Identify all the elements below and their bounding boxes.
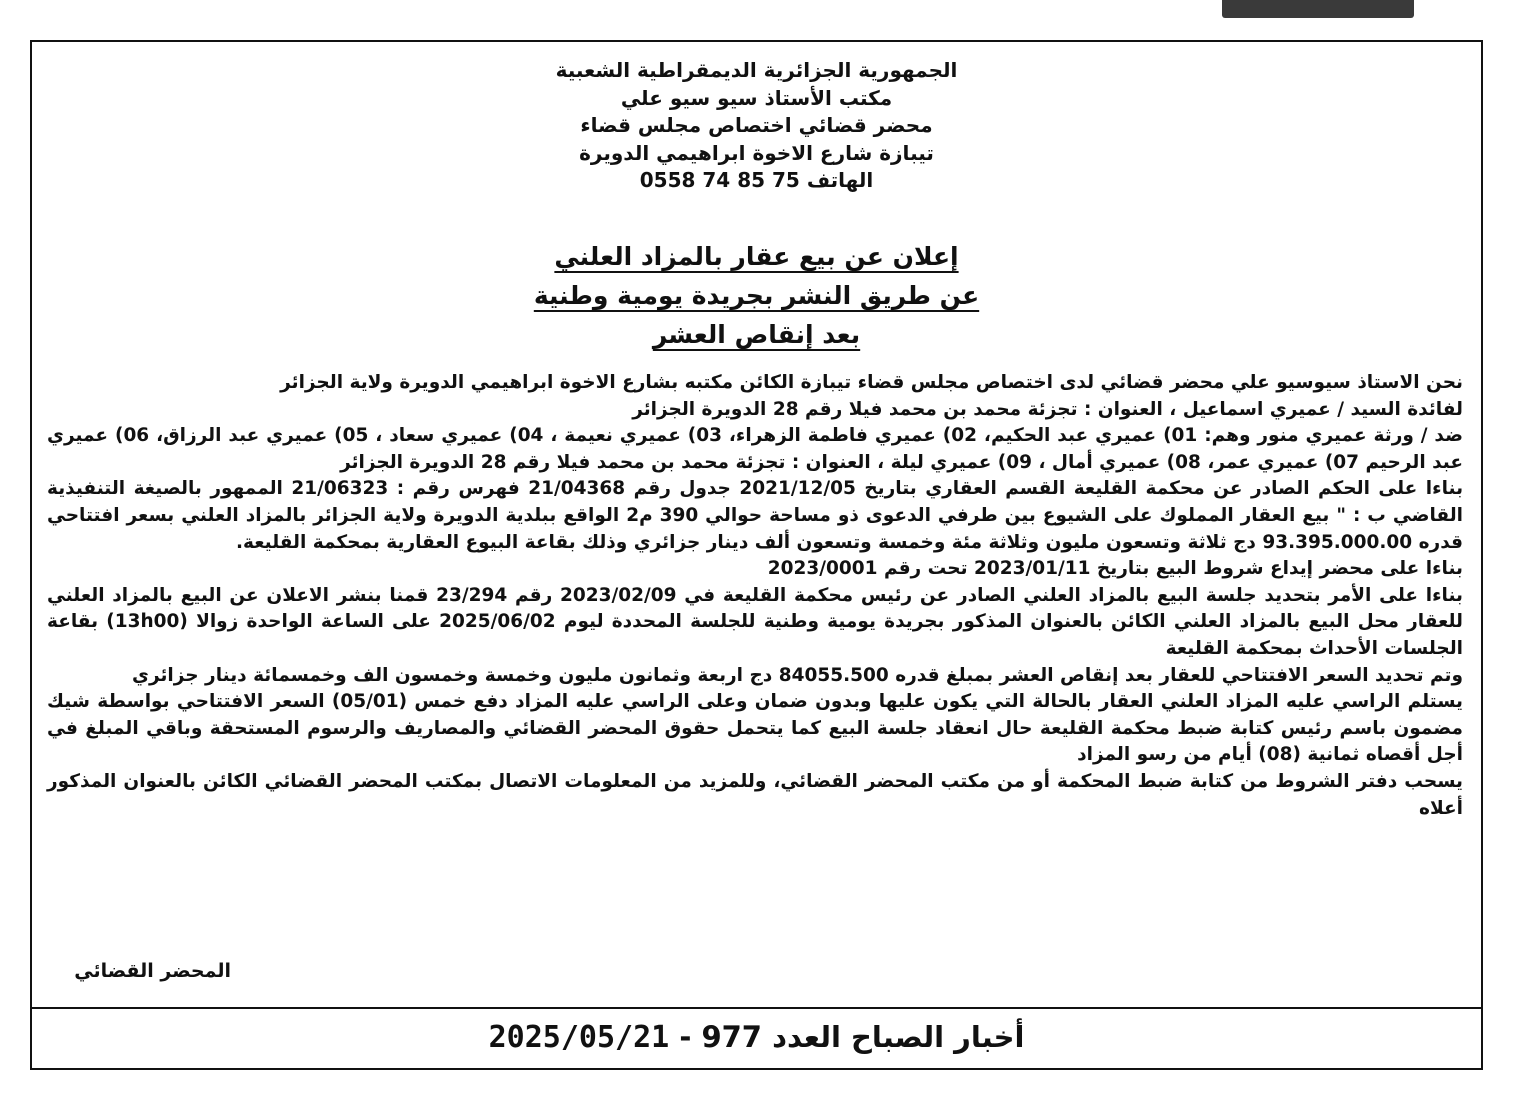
paragraph-opening-price: وتم تحديد السعر الافتتاحي للعقار بعد إنقاص العشر بمبلغ قدره 84055.500 دج اربعة وثمانون مليون وخمسة وخمسون الف وخمسمائة دينار جزائري [132,664,1463,686]
title-line-3: بعد إنقاص العشر [652,320,861,349]
paragraph-contact: يسحب دفتر الشروط من كتابة ضبط المحكمة أو من مكتب المحضر القضائي، وللمزيد من المعلومات الاتصال بمكتب المحضر القضائي الكائن بالعنوان المذكور أعلاه [47,770,1463,819]
title-line-2: عن طريق النشر بجريدة يومية وطنية [533,281,980,310]
paragraph-defendants: ضد / ورثة عميري منور وهم: 01) عميري عبد الحكيم، 02) عميري فاطمة الزهراء، 03) عميري نعيمة ، 04) عميري سعاد ، 05) عميري عبد الرزاق، 06) عميري عبد الرحيم 07) عميري عمر، 08) عميري أمال ، 09) عميري ليلة ، العنوان : تجزئة محمد بن محمد فيلا رقم 28 الدويرة الجزائر [47,425,1463,473]
paragraph-bailiff: نحن الاستاذ سيوسيو علي محضر قضائي لدى اختصاص مجلس قضاء تيبازة الكائن مكتبه بشارع الاخوة ابراهيمي الدويرة ولاية الجزائر [280,372,1463,393]
paragraph-payment-terms: يستلم الراسي عليه المزاد العلني العقار بالحالة التي يكون عليها وبدون ضمان وعلى الراسي عليه المزاد دفع خمس (05/01) السعر الافتتاحي بواسطة شيك مضمون باسم رئيس كتابة ضبط محكمة القليعة حال انعقاد جلسة البيع كما يتحمل حقوق المحضر القضائي والمصاريف والرسوم المستحقة وباقي المبلغ في أجل أقصاه ثمانية (08) أيام من رسو المزاد [47,691,1463,766]
address-line: تيبازة شارع الاخوة ابراهيمي الدويرة [579,140,934,165]
jurisdiction-line: محضر قضائي اختصاص مجلس قضاء [580,113,933,137]
notice-title [32,237,1481,354]
publication-date: 2025/05/21 [488,1020,670,1055]
notice-frame [30,40,1483,1070]
top-tab [1222,0,1414,18]
paragraph-beneficiary: لفائدة السيد / عميري اسماعيل ، العنوان : تجزئة محمد بن محمد فيلا رقم 28 الدويرة الجزائر [632,398,1463,420]
publication-footer [32,1017,1481,1058]
phone-line: الهاتف 75 85 74 0558 [639,168,874,192]
paragraph-session-order: بناءا على الأمر بتحديد جلسة البيع بالمزاد العلني الصادر عن رئيس محكمة القليعة في 2023/02/09 رقم 23/294 قمنا بنشر الاعلان عن البيع بالمزاد العلني للعقار محل البيع بالمزاد العلني الكائن بالعنوان المذكور بجريدة يومية وطنية للجلسة المحددة ليوم 2025/06/02 على الساعة الواحدة زوالا (13h00) بقاعة الجلسات الأحداث بمحكمة القليعة [47,584,1464,659]
notice-body [47,370,1463,822]
republic-line: الجمهورية الجزائرية الديمقراطية الشعبية [555,58,958,82]
publication-name: أخبار الصباح العدد 977 - [679,1020,1025,1054]
office-header [32,57,1481,195]
paragraph-judgment: بناءا على الحكم الصادر عن محكمة القليعة القسم العقاري بتاريخ 2021/12/05 جدول رقم 21/04368 فهرس رقم : 21/06323 الممهور بالصيغة التنفيذية القاضي ب : " بيع العقار المملوك على الشيوع بين طرفي الدعوى ذو مساحة حوالي 390 م2 الواقع ببلدية الدويرة ولاية الجزائر بالمزاد العلني بسعر افتتاحي قدره 93.395.000.00 دج ثلاثة وتسعون مليون وثلاثة مئة وخمسة وتسعون ألف دينار جزائري وذلك بقاعة البيوع العقارية بمحكمة القليعة. [47,478,1464,553]
footer-divider [32,1007,1481,1009]
signature: المحضر القضائي [74,960,231,982]
title-line-1: إعلان عن بيع عقار بالمزاد العلني [554,242,959,271]
paragraph-conditions-deposit: بناءا على محضر إيداع شروط البيع بتاريخ 2023/01/11 تحت رقم 2023/0001 [767,558,1463,580]
office-line: مكتب الأستاذ سيو سيو علي [620,85,893,110]
